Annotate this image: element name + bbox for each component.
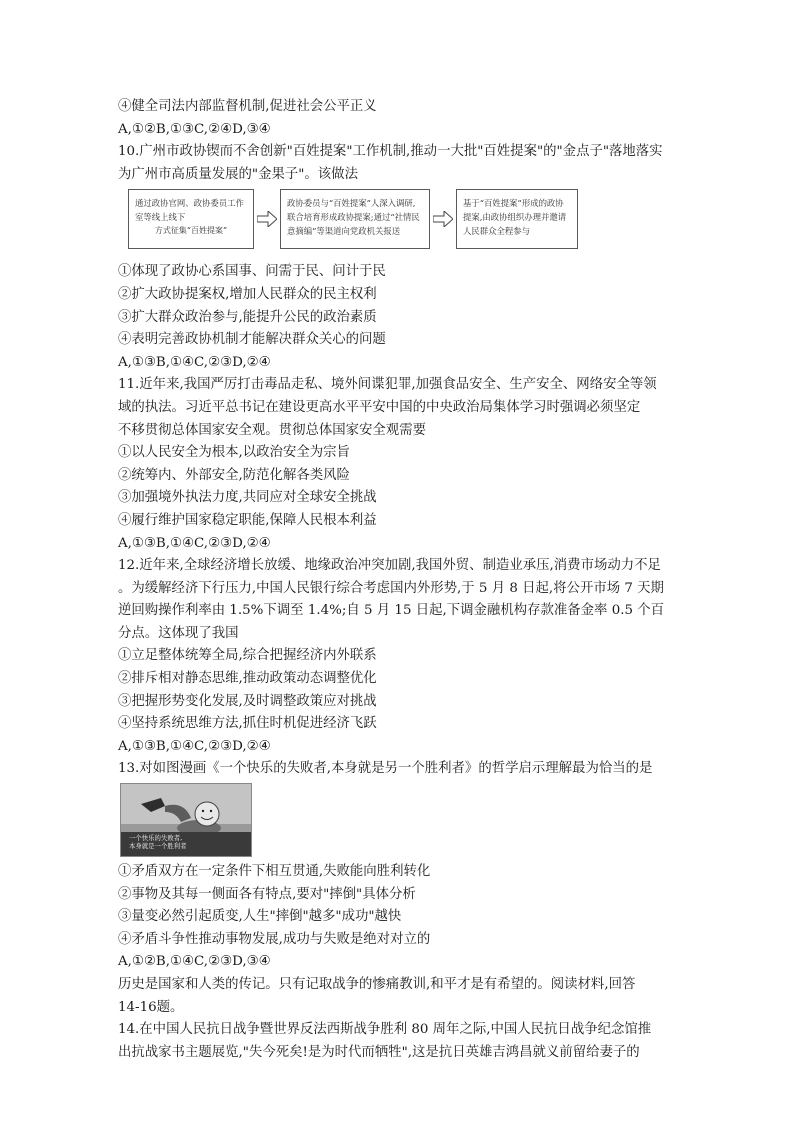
option-line: ④坚持系统思维方法,抓住时机促进经济飞跃: [118, 716, 377, 732]
option-line: ①矛盾双方在一定条件下相互贯通,失败能向胜利转化: [118, 864, 431, 880]
answer-choices: A,①③B,①④C,②③D,②④: [118, 354, 271, 370]
option-line: ③量变必然引起质变,人生"摔倒"越多"成功"越快: [118, 909, 402, 925]
question-13-and-14: [118, 861, 684, 1064]
q10-options: [118, 261, 684, 374]
cartoon-image: [120, 783, 252, 857]
flowchart: [128, 189, 578, 255]
option-line: ①体现了政协心系国事、问需于民、问计于民: [118, 264, 386, 280]
option-line: ③把握形势变化发展,及时调整政策应对挑战: [118, 693, 377, 709]
cartoon-caption-line: 本身就是一个胜利者: [129, 842, 187, 851]
text-line: 域的执法。习近平总书记在建设更高水平平安中国的中央政治局集体学习时强调必须坚定: [118, 399, 641, 415]
text-line: 历史是国家和人类的传记。只有记取战争的惨痛教训,和平才是有希望的。阅读材料,回答: [118, 977, 636, 992]
text-line: 14-16题。: [118, 999, 184, 1015]
flow-box-2-text: 政协委员与“百姓提案”人深入调研,联合培育形成政协提案;通过“社情民意摘编”等渠道向党政机关报送: [287, 198, 420, 237]
question-11: [118, 374, 684, 555]
answer-choices: A,①③B,①④C,②③D,②④: [118, 738, 271, 754]
option-line: ④履行维护国家稳定职能,保障人民根本利益: [118, 512, 377, 528]
cartoon-caption: [129, 834, 187, 850]
option-line: ④矛盾斗争性推动事物发展,成功与失败是绝对对立的: [118, 931, 431, 947]
option-line: ②统筹内、外部安全,防范化解各类风险: [118, 467, 350, 483]
option-line: ③加强境外执法力度,共同应对全球安全挑战: [118, 490, 377, 506]
flow-box-1-text: 通过政协官网、政协委员工作室等线上线下: [135, 198, 244, 223]
option-line: ③扩大群众政治参与,能提升公民的政治素质: [118, 309, 377, 325]
question-12: [118, 555, 684, 781]
answer-choices: A,①②B,①③C,②④D,③④: [118, 121, 271, 137]
option-line: ②事物及其每一侧面各有特点,要对"摔倒"具体分析: [118, 886, 416, 902]
question-14-stem: 出抗战家书主题展览,"失今死矣!是为时代而牺牲",这是抗日英雄吉鸿昌就义前留给妻子的: [118, 1044, 640, 1060]
cartoon-caption-line: 一个快乐的失败者,: [129, 834, 183, 843]
flow-box-1-sub: 方式征集“百姓提案”: [154, 226, 228, 236]
option-line: ①以人民安全为根本,以政治安全为宗旨: [118, 445, 350, 461]
text-line: 逆回购操作利率由 1.5%下调至 1.4%;自 5 月 15 日起,下调金融机构存款准备金率 0.5 个百: [118, 603, 665, 619]
option-line: ④表明完善政协机制才能解决群众关心的问题: [118, 332, 386, 348]
answer-choices: A,①③B,①④C,②③D,②④: [118, 535, 271, 551]
question-13-stem: 13.对如图漫画《一个快乐的失败者,本身就是另一个胜利者》的哲学启示理解最为恰当的是: [118, 761, 653, 777]
question-14-stem: 14.在中国人民抗日战争暨世界反法西斯战争胜利 80 周年之际,中国人民抗日战争纪念馆推: [118, 1022, 652, 1038]
option-line: ②扩大政协提案权,增加人民群众的民主权利: [118, 286, 377, 302]
text-line: 分点。这体现了我国: [118, 625, 239, 641]
arrow-right-icon: [433, 211, 453, 227]
text-line: 11.近年来,我国严厉打击毒品走私、境外间谍犯罪,加强食品安全、生产安全、网络安全等领: [118, 377, 657, 393]
flow-box-2: [280, 189, 430, 249]
text-line: 不移贯彻总体国家安全观。贯彻总体国家安全观需要: [118, 422, 426, 438]
arrow-right-icon: [257, 211, 277, 227]
flow-box-1: [128, 189, 254, 249]
text-line: ④健全司法内部监督机制,促进社会公平正义: [118, 99, 377, 114]
option-line: ②排斥相对静态思维,推动政策动态调整优化: [118, 671, 377, 687]
question-10-stem: 10.广州市政协锲而不舍创新"百姓提案"工作机制,推动一大批"百姓提案"的"金点子"落地落实: [118, 144, 663, 160]
text-line: 。为缓解经济下行压力,中国人民银行综合考虑国内外形势,于 5 月 8 日起,将公开市场 7 天期: [118, 580, 664, 596]
text-line: 12.近年来,全球经济增长放缓、地缘政治冲突加剧,我国外贸、制造业承压,消费市场动力不足: [118, 558, 661, 574]
answer-choices: A,①②B,①④C,②③D,③④: [118, 954, 271, 970]
option-line: ①立足整体统筹全局,综合把握经济内外联系: [118, 648, 377, 664]
question-10-stem: 为广州市高质量发展的"金果子"。该做法: [118, 166, 358, 182]
q9-tail: [118, 96, 684, 186]
flow-box-3: [456, 189, 578, 249]
flow-box-3-text: 基于“百姓提案”形成的政协提案,由政协组织办理并邀请人民群众全程参与: [463, 198, 567, 237]
exam-page: [118, 96, 684, 1064]
